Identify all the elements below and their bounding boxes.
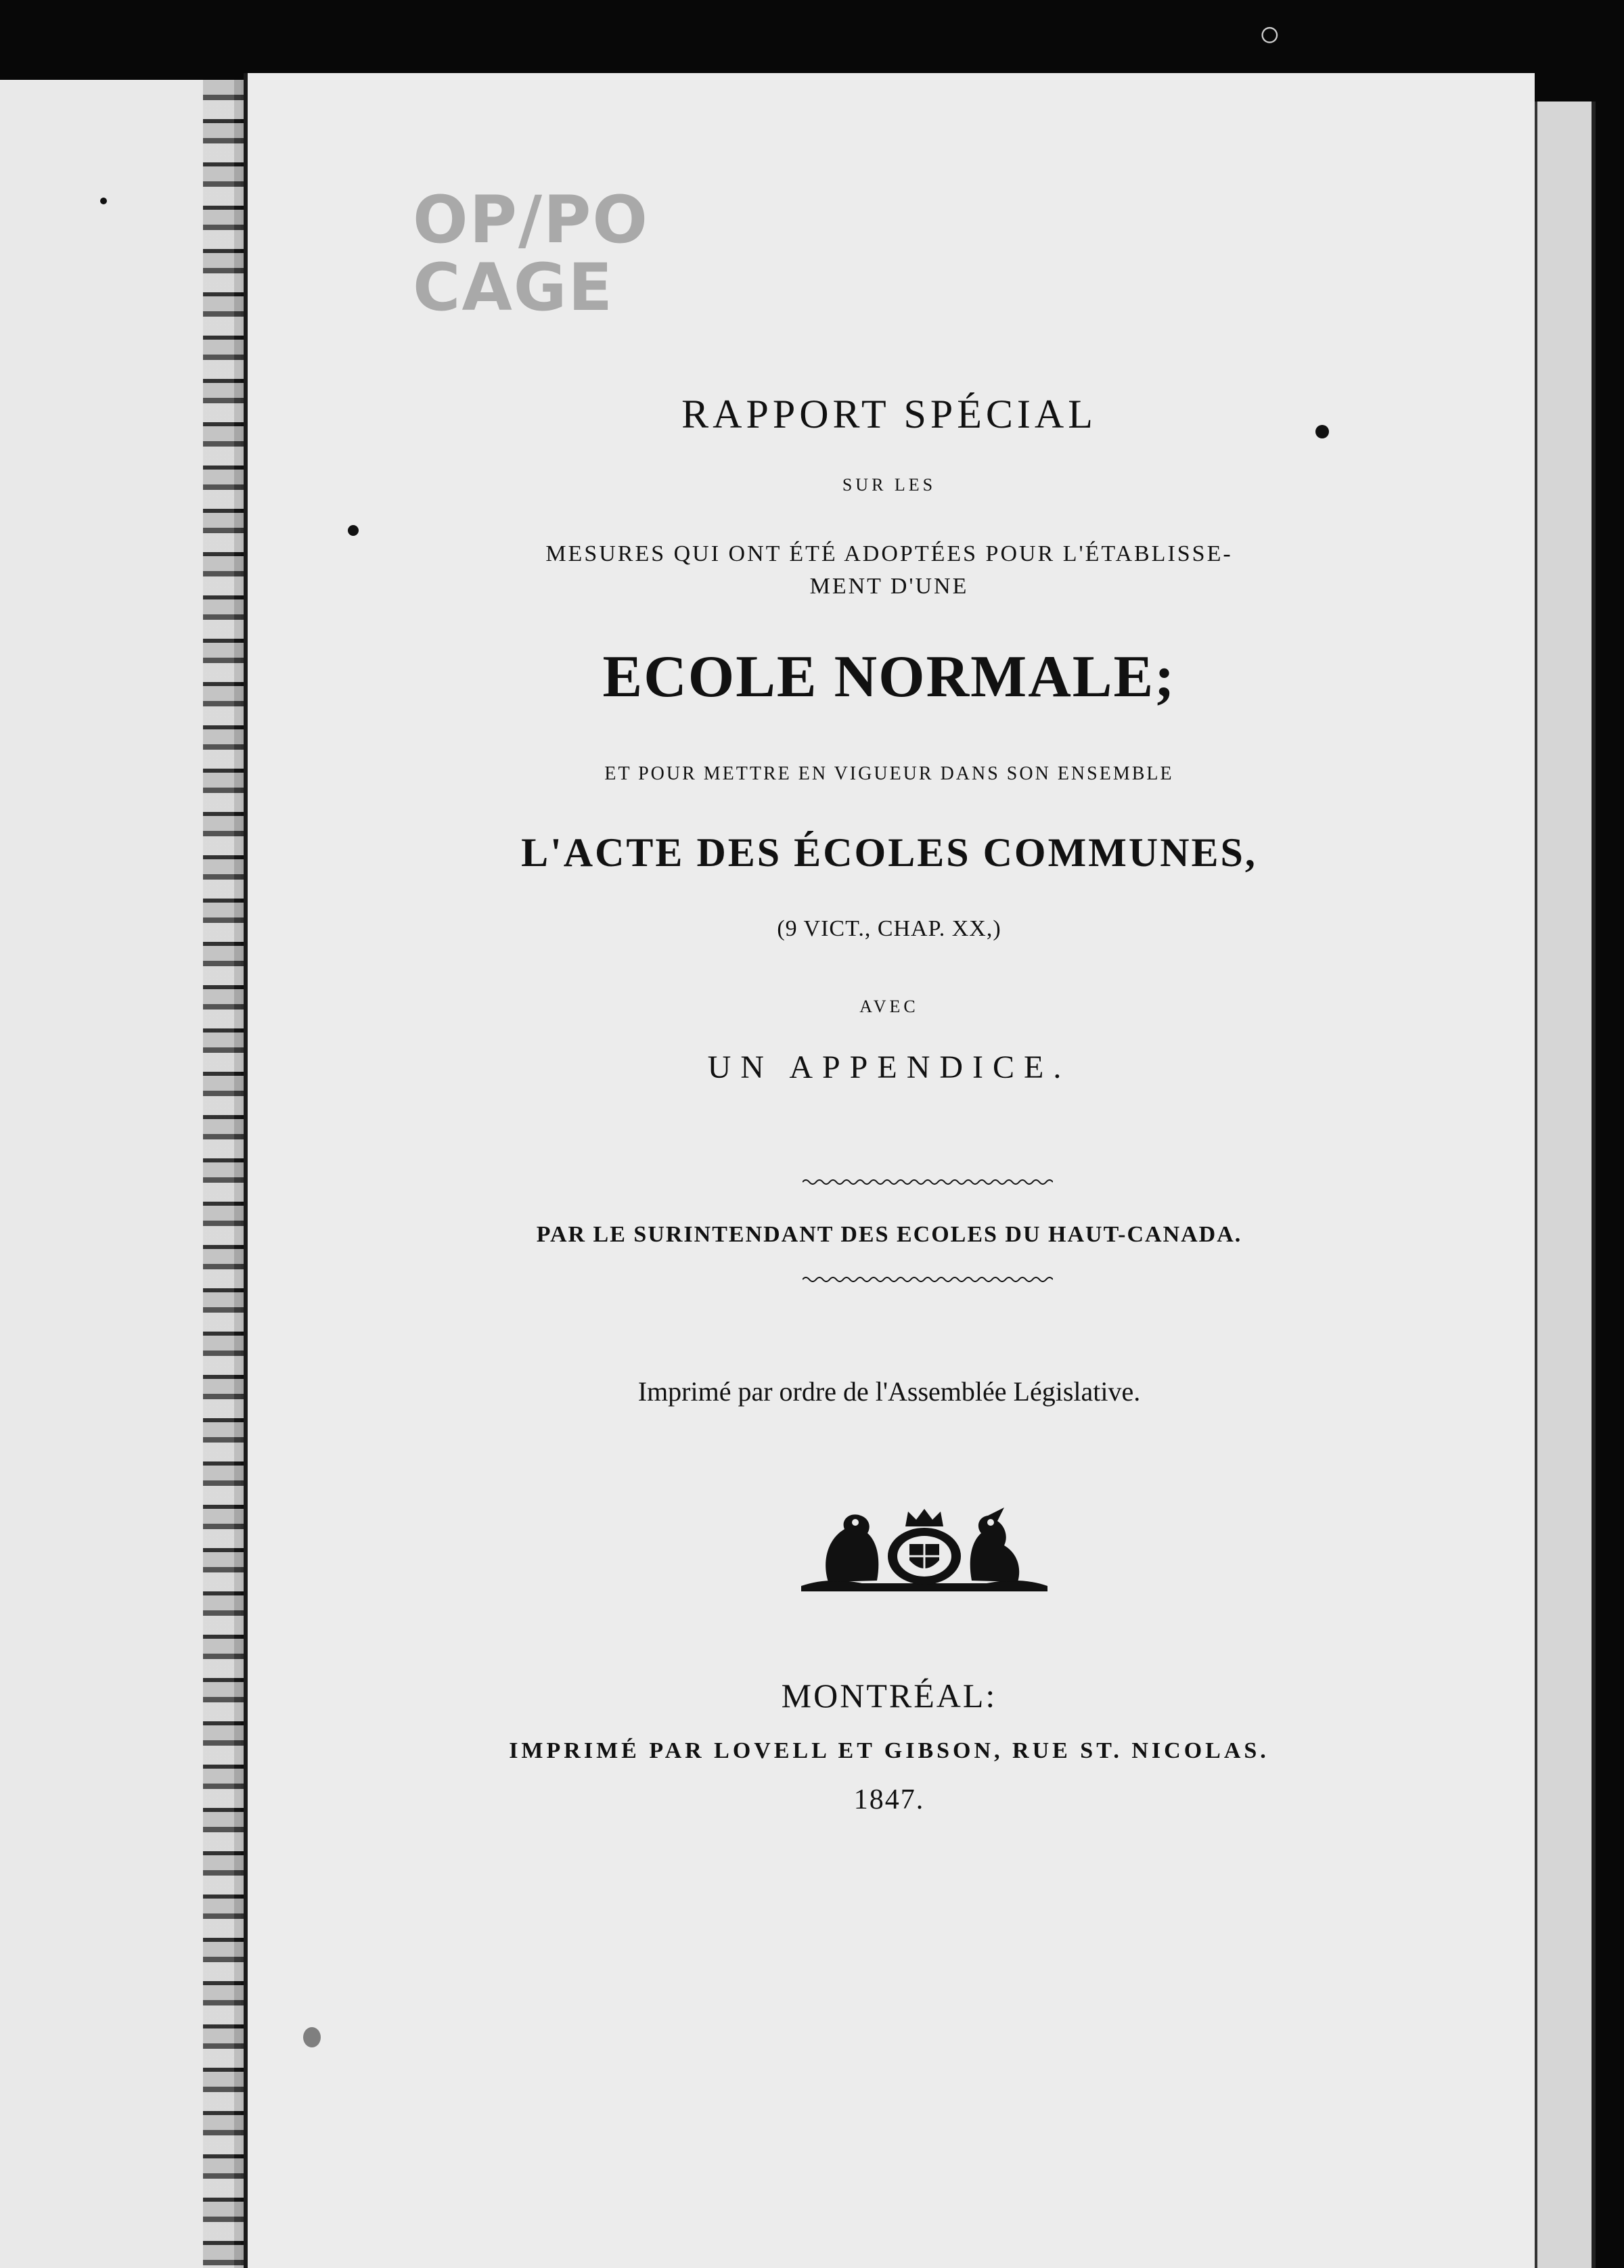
- title-et-pour: ET POUR METTRE EN VIGUEUR DANS SON ENSEMBLE: [604, 763, 1174, 784]
- title-avec: AVEC: [859, 997, 919, 1016]
- speck: [100, 198, 107, 204]
- title-sur-les: SUR LES: [842, 475, 937, 495]
- title-acte: L'ACTE DES ÉCOLES COMMUNES,: [521, 830, 1257, 875]
- title-rapport-special: RAPPORT SPÉCIAL: [681, 392, 1097, 436]
- corner-mark-icon: ○: [1259, 14, 1281, 54]
- stamp-line-2: CAGE: [413, 250, 614, 325]
- page-edges: [1535, 101, 1596, 2268]
- library-stamp: [413, 182, 649, 325]
- title-mesures-line-2: MENT D'UNE: [809, 574, 969, 599]
- imprint-city: MONTRÉAL:: [781, 1677, 997, 1715]
- imprint-year: 1847.: [853, 1784, 925, 1815]
- title-mesures-line-1: MESURES QUI ONT ÉTÉ ADOPTÉES POUR L'ÉTABLISSE-: [545, 541, 1233, 566]
- ornamental-rule-icon: [803, 1177, 1053, 1187]
- speck: [303, 2027, 321, 2047]
- title-vict-chap: (9 VICT., CHAP. XX,): [777, 916, 1001, 941]
- ornamental-rule-icon: [803, 1275, 1053, 1284]
- author-line: PAR LE SURINTENDANT DES ECOLES DU HAUT-CANADA.: [536, 1222, 1242, 1247]
- title-appendice: UN APPENDICE.: [707, 1049, 1071, 1085]
- imprint-printer: IMPRIMÉ PAR LOVELL ET GIBSON, RUE ST. NICOLAS.: [509, 1738, 1269, 1763]
- printed-by-order: Imprimé par ordre de l'Assemblée Législative.: [637, 1376, 1141, 1407]
- speck: [348, 525, 359, 536]
- title-ecole-normale: ECOLE NORMALE;: [602, 644, 1176, 710]
- royal-coat-of-arms-icon: [801, 1506, 1047, 1594]
- book-gutter: [203, 80, 244, 2268]
- stamp-line-1: OP/PO: [413, 182, 649, 258]
